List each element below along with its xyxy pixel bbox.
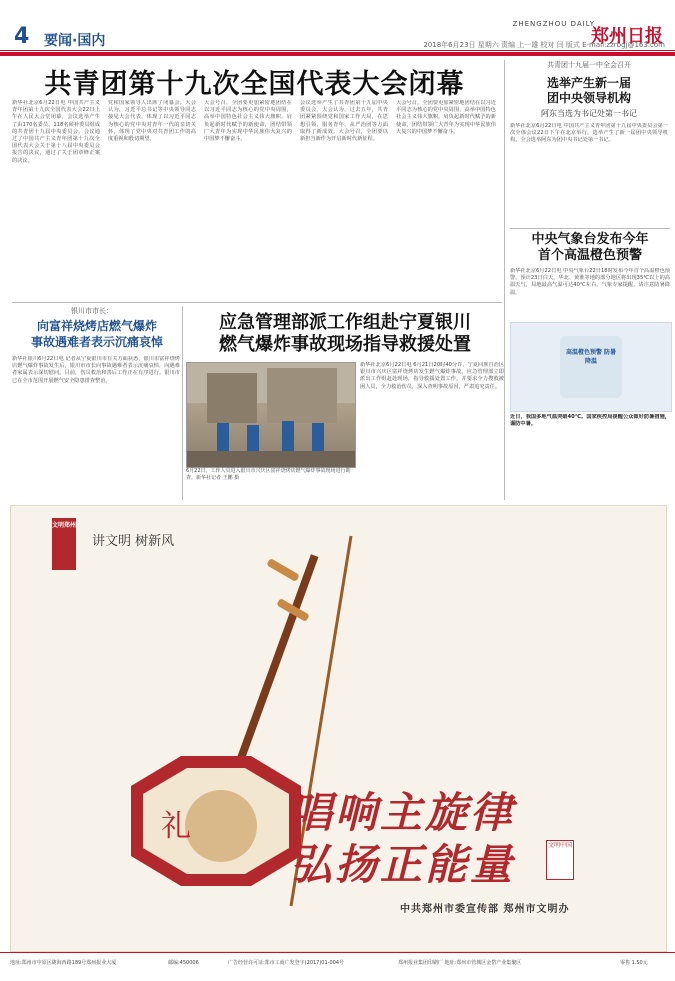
svg-text:礼: 礼 [161,809,191,844]
yinchuan-headline [12,318,182,350]
sidebar-headline-1: 选举产生新一届 [546,76,631,90]
yinchuan-body: 新华社银川6月22日电 记者从宁夏银川市有关方面获悉，银川市富祥烧烤店燃气爆炸事故发生后，银川市市长向事故遇难者表示沉痛哀悼，向遇难者家属表示深切慰问。目前，伤员救治和善后工作正在有序进行。银川市已在全市范围开展燃气安全隐患排查整治。 [12,356,180,384]
sidebar-divider [510,228,670,229]
weather-body: 新华社北京6月22日电 中央气象台22日18时发布今年首个高温橙色预警。预计23日白天，华北、黄淮等地的部分地区将出现35℃以上的高温天气，局地最高气温可达40℃左右。气象专家提醒，请注意防暑降温。 [510,268,670,296]
ad-slogan-1: 唱响主旋律 [290,788,516,837]
latin-title: ZHENGZHOU DAILY [512,20,595,28]
weather-headline-1: 中央气象台发布今年 [531,232,649,247]
header-rule-thin [0,50,675,51]
footer-license: 广告经营许可证:郑市工商广发登字(2017)01-004号 [228,960,345,966]
weather-caption: 近日，我国多地气温突破40℃。国家疾控局提醒公众做好防暑措施，谨防中暑。 [510,414,670,428]
civilization-seal: 文明郑州 [52,518,76,570]
header-rule [0,52,675,56]
warning-sign-icon [560,336,622,398]
ad-tagline: 讲文明 树新风 [92,534,175,549]
footer-printer: 郑州报业集团印刷厂 地址:郑州市管城区金岱产业集聚区 [398,960,522,966]
sidebar-headline-2: 团中央领导机构 [546,91,631,105]
lead-column-3: 大会号召，全团要更加紧密地团结在以习近平同志为核心的党中央周围，高举中国特色社会主义伟大旗帜，肩负起新时代赋予的新使命，团结带领广大青年为实现中华民族伟大复兴的中国梦不懈奋斗。 [204,100,292,143]
newspaper-logo: 郑州日报 [591,26,663,47]
sidebar-body: 新华社北京6月22日电 中国共产主义青年团第十九届中央委员会第一次全体会议22日下午在北京举行，选举产生了新一届团中央领导机构。全会选举阿东为团中央书记处第一书记。 [510,123,668,144]
dateline: 2018年6月23日 星期六 责编 上一雄 校对 闫 版式 E-mail:zzrbgj@163.com [423,41,665,49]
ad-slogan-2: 弘扬正能量 [290,840,516,889]
lead-column-4: 会议选举产生了共青团第十九届中央委员会。大会认为，过去五年，共青团紧紧围绕党和国家工作大局，在思想引领、服务青年、从严治团等方面取得了新成效。大会号召，全团要以新担当新作为开启新时代新征程。 [300,100,388,143]
center-headline [186,312,504,356]
civilization-china-mark: 文明中国 [546,840,574,880]
photo-illustration [187,363,355,467]
yinchuan-kicker: 银川市市长： [71,307,113,315]
section-title: 要闻·国内 [44,33,106,49]
masthead [0,0,675,58]
footer-price: 零售 1.50元 [620,960,648,966]
lead-column-2: 党和国家领导人出席了闭幕会。大会认为，习近平总书记等中央领导同志接见大会代表，体现了以习近平同志为核心的党中央对青年一代的亲切关怀，体现了党中央对共青团工作的高度重视和殷切期望。 [108,100,196,143]
weather-headline-2: 首个高温橙色预警 [537,248,642,263]
lead-column-5: 大会号召，全团要更加紧密地团结在以习近平同志为核心的党中央周围，高举中国特色社会主义伟大旗帜，肩负起新时代赋予的新使命，团结带领广大青年为实现中华民族伟大复兴的中国梦不懈奋斗。 [396,100,496,135]
page-number: 4 [14,24,30,49]
footer-postcode: 邮编:450006 [168,960,199,966]
center-body: 新华社北京6月22日电 6月21日20时40分许，宁夏回族自治区银川市兴庆区富祥烧烤店发生燃气爆炸事故。应急管理部立即派出工作组赶赴现场，指导救援处置工作，并要求全力搜救被困人员，全力救治伤员，深入查明事故原因，严肃追究责任。 [360,362,504,390]
warning-sign-text: 高温橙色预警 防暑降温 [565,349,617,365]
sidebar-kicker: 共青团十九届一中全会召开 [547,61,631,69]
footer-address: 地址:郑州市中原区陇海西路189号郑州报业大厦 [10,960,117,966]
section-divider [12,302,502,303]
ad-sponsors: 中共郑州市委宣传部 郑州市文明办 [400,904,570,915]
yinchuan-headline-2: 事故遇难者表示沉痛哀悼 [30,335,163,349]
column-divider-2 [182,306,183,500]
footer [0,952,675,975]
column-divider [504,60,505,500]
lead-headline: 共青团第十九次全国代表大会闭幕 [44,69,465,100]
center-headline-2: 燃气爆炸事故现场指导救援处置 [219,334,471,355]
explosion-site-photo [186,362,356,468]
yinchuan-headline-1: 向富祥烧烤店燃气爆炸 [36,319,157,333]
sidebar-subhead: 阿东当选为书记处第一书记 [541,109,637,118]
lead-column-1: 新华社北京6月22日电 中国共产主义青年团第十九次全国代表大会22日上午在人民大会堂闭幕。会议选举产生了由170名委员、118名候补委员组成的共青团十九届中央委员会。会议通过了中国共产主义青年团第十九次全国代表大会关于第十八届中央委员会报告的决议，通过了关于团章修正案的决议。 [12,100,100,164]
weather-headline [510,232,670,264]
youth-league-sidebar [510,60,668,223]
center-headline-1: 应急管理部派工作组赴宁夏银川 [219,312,471,333]
photo-caption: 6月22日，工作人员进入银川市兴庆区富祥烧烤店燃气爆炸事故现场进行勘查。新华社记者 王鹏 摄 [186,468,351,481]
